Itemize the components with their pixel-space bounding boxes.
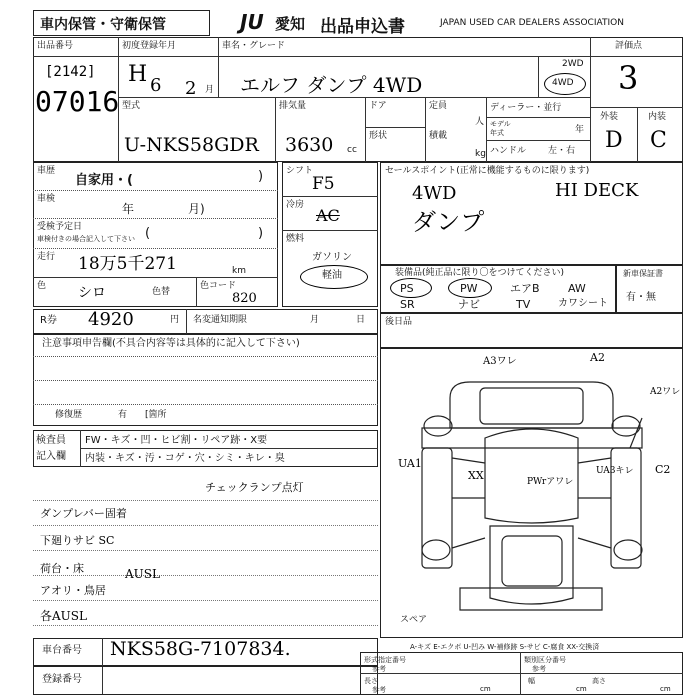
after-date-label: 後日品 <box>385 317 413 327</box>
recycle-unit: 円 <box>170 315 180 325</box>
selling-4wd: 4WD <box>412 183 457 204</box>
registration-label: 初度登録年月 <box>122 41 177 51</box>
diagram-center: PWrアワレ <box>527 477 574 487</box>
after-date-frame <box>380 313 683 348</box>
capacity-unit: 人 <box>475 117 485 127</box>
check-row2: 内装・キズ・汚・コゲ・穴・シミ・キレ・臭 <box>85 453 285 464</box>
name-change-label: 名変通知期限 <box>193 315 248 325</box>
repair-have: 有 <box>118 410 128 420</box>
car-name-value: エルフ ダンプ 4WD <box>240 73 423 97</box>
equip-airbag: エアB <box>510 282 540 295</box>
diagram-ua3: UA3キレ <box>596 466 634 476</box>
spec-class-no: 類別区分番号 <box>524 656 566 664</box>
spec-type-no: 形式指定番号 <box>364 656 406 664</box>
displacement-value: 3630 <box>285 134 334 156</box>
check-row1: FW・キズ・凹・ヒビ割・リペア跡・X要 <box>85 435 268 446</box>
diagram-c2: C2 <box>655 463 671 476</box>
equip-pw: PW <box>460 282 478 295</box>
shift-value: F5 <box>312 174 335 194</box>
equip-sr: SR <box>400 298 415 311</box>
recycle-label: R券 <box>40 315 57 326</box>
history-value: 自家用・( <box>75 173 133 188</box>
inspection-label: 受検予定日 <box>37 222 83 232</box>
doc-title: 出品申込書 <box>320 17 405 37</box>
equip-navi: ナビ <box>458 298 480 311</box>
spec-ref-1: 参考 <box>372 665 386 673</box>
load-unit: kg <box>475 149 486 159</box>
color-label: 色 <box>37 281 47 291</box>
spec-length: 長さ <box>364 677 378 685</box>
equip-ps: PS <box>400 282 414 295</box>
car-diagram <box>380 348 683 638</box>
registration-year: 6 <box>150 75 162 96</box>
handle-label: ハンドル <box>490 146 527 156</box>
equip-tv: TV <box>516 298 531 311</box>
chassis-label: 車台番号 <box>42 645 82 656</box>
inspection-sub: 車検付きの場合記入して下さい <box>37 235 135 243</box>
memo-line-3: 荷台・床 <box>40 562 84 575</box>
drive-4wd: 4WD <box>552 78 574 88</box>
warranty-label: 新車保証書 <box>623 269 663 278</box>
shaken-month: 月) <box>188 202 205 216</box>
dealer-year: 年式 <box>490 129 504 137</box>
rating-score: 3 <box>618 59 639 97</box>
repair-place: [箇所 <box>145 410 167 420</box>
spec-height: 高さ <box>592 677 606 685</box>
spec-cm-2: cm <box>576 685 587 693</box>
dealer-model: モデル <box>490 120 511 128</box>
capacity-label: 定員 <box>429 101 448 111</box>
drive-2wd: 2WD <box>562 59 584 69</box>
car-name-label: 車名・グレード <box>222 41 286 51</box>
color-change-label: 色替 <box>152 287 171 297</box>
month-unit: 月 <box>205 85 215 95</box>
notes-label: 注意事項申告欄(不具合内容等は具体的に記入して下さい) <box>42 338 300 349</box>
memo-bracket-note: AUSL <box>125 567 160 581</box>
lot-sub: [2142] <box>45 64 96 80</box>
fuel-gasoline: ガソリン <box>312 252 352 263</box>
spec-ref-2: 参考 <box>532 665 546 673</box>
equipment-label: 装備品(純正品に限り〇をつけてください) <box>395 268 565 278</box>
displacement-label: 排気量 <box>279 101 307 111</box>
warranty-value: 有・無 <box>626 292 656 303</box>
spec-cm-3: cm <box>660 685 671 693</box>
spec-cm-1: cm <box>480 685 491 693</box>
load-label: 積載 <box>429 131 448 141</box>
ext-label: 外装 <box>600 112 619 122</box>
equip-aw: AW <box>568 282 586 295</box>
selling-label: セールスポイント(正常に機能するものに限ります) <box>385 166 590 176</box>
association-name: JAPAN USED CAR DEALERS ASSOCIATION <box>440 18 624 28</box>
dealer-year-unit: 年 <box>575 125 585 135</box>
diagram-spare: スペア <box>400 615 428 625</box>
fuel-diesel: 軽油 <box>322 270 342 281</box>
reg-label: 登録番号 <box>42 674 82 685</box>
rating-label: 評価点 <box>615 41 643 51</box>
diagram-a2r: A2ワレ <box>650 387 681 397</box>
inspection-paren: ( <box>145 226 151 241</box>
spec-width: 幅 <box>528 677 535 685</box>
mileage-label: 走行 <box>37 252 56 262</box>
memo-check-lamp: チェックランプ点灯 <box>205 481 304 494</box>
lot-label: 出品番号 <box>37 41 74 51</box>
int-label: 内装 <box>648 112 667 122</box>
dealer-label: ディーラー・並行 <box>490 103 562 113</box>
model-label: 型式 <box>122 101 141 111</box>
color-code: 820 <box>232 291 257 306</box>
history-label: 車歴 <box>37 166 56 176</box>
diagram-a2: A2 <box>590 351 605 364</box>
model-value: U-NKS58GDR <box>124 134 259 156</box>
shape-label: 形状 <box>369 131 388 141</box>
diagram-ua1: UA1 <box>398 457 422 470</box>
recycle-day: 日 <box>356 315 366 325</box>
selling-hideck: HI DECK <box>555 180 639 201</box>
diagram-legend: A-キズ E-エクボ U-凹み W-補修跡 S-サビ C-腐食 XX-交換済 <box>410 643 600 651</box>
ac-value: AC <box>316 206 340 225</box>
color-value: シロ <box>78 285 106 301</box>
ac-label: 冷房 <box>286 200 305 210</box>
displacement-unit: cc <box>347 145 357 155</box>
memo-line-5: 各AUSL <box>40 609 87 623</box>
recycle-value: 4920 <box>88 309 134 330</box>
memo-line-1: ダンプレバー固着 <box>40 507 127 520</box>
registration-month: 2 <box>185 78 197 99</box>
shift-label: シフト <box>286 166 314 176</box>
registration-era: H <box>128 62 148 87</box>
mileage-unit: km <box>232 266 246 276</box>
handle-value: 左・右 <box>548 146 576 156</box>
selling-dump: ダンプ <box>412 208 485 236</box>
mileage-value: 18万5千271 <box>78 254 177 274</box>
entry-label: 記入欄 <box>36 451 66 462</box>
chassis-value: NKS58G-7107834. <box>110 638 291 660</box>
memo-line-2: 下廻りサビ SC <box>40 534 115 547</box>
color-code-label: 色コード <box>200 281 237 291</box>
repair-label: 修復歴 <box>55 410 83 420</box>
ju-logo: JU <box>240 10 264 34</box>
lot-number: 07016 <box>35 85 120 118</box>
org-name: 愛知 <box>275 15 306 33</box>
diagram-xx: XX <box>468 469 484 482</box>
reg-frame <box>33 666 378 695</box>
memo-line-4: アオリ・鳥居 <box>40 584 106 597</box>
inspector-label: 検査員 <box>36 435 66 446</box>
recycle-month: 月 <box>310 315 320 325</box>
shaken-year: 年 <box>122 202 135 216</box>
door-label: ドア <box>369 101 387 111</box>
ext-grade: D <box>605 128 623 153</box>
storage-title: 車内保管・守衛保管 <box>40 17 166 33</box>
int-grade: C <box>650 128 667 153</box>
equip-leather: カワシート <box>558 298 608 309</box>
fuel-label: 燃料 <box>286 234 305 244</box>
spec-ref-3: 参考 <box>372 686 386 694</box>
shaken-label: 車検 <box>37 194 56 204</box>
diagram-a3: A3ワレ <box>483 356 517 367</box>
